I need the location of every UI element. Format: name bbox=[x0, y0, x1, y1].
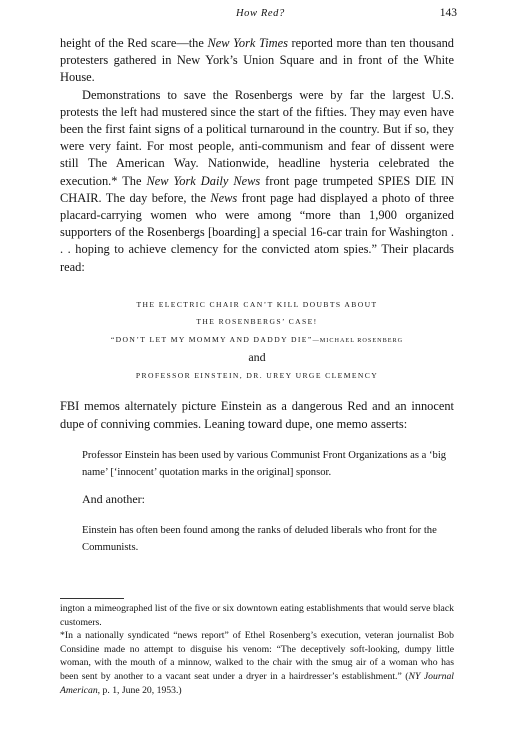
block-quote-2: Einstein has often been found among the ranks of deluded liberals who front for the Communists. bbox=[82, 524, 437, 553]
running-head: How Red? bbox=[236, 8, 285, 19]
footnotes bbox=[60, 602, 454, 697]
placard-line-2: THE ROSENBERGS’ CASE! bbox=[196, 317, 318, 327]
placard-and: and bbox=[248, 350, 266, 365]
paragraph-2: Demonstrations to save the Rosenbergs were by far the largest U.S. protests the left had mustered since the start of the fifties. They may even have been the first faint signs of a political turnaround in the country. But if so, they were very faint. For most people, anti-communism and fear of dissent were still The American Way. Nationwide, headline hysteria celebrated the execution.* The New York Daily News front page trumpeted SPIES DIE IN CHAIR. The day before, the News front page had displayed a photo of three placard-carrying women who were among “more than 1,900 organized supporters of the Rosenbergs [boarding] a special 16-car train for Washington . . . hoping to achieve clemency for the convicted atom spies.” Their placards read: bbox=[60, 87, 454, 274]
placard-slogans bbox=[60, 296, 454, 385]
block-quote-1: Professor Einstein has been used by various Communist Front Organizations as a ‘big name’ [‘innocent’ quotation marks in the original] sponsor. bbox=[82, 449, 447, 478]
placard-attribution: —MICHAEL ROSENBERG bbox=[312, 336, 404, 344]
paragraph-3: FBI memos alternately picture Einstein as a dangerous Red and an innocent dupe of conniving commies. Leaning toward dupe, one memo asserts: bbox=[60, 399, 454, 431]
and-another-text: And another: bbox=[82, 491, 145, 506]
placard-line-4: PROFESSOR EINSTEIN, DR. UREY URGE CLEMENCY bbox=[135, 370, 379, 380]
footnote-continued: ington a mimeographed list of the five or six downtown eating establishments that would serve black customers. bbox=[60, 603, 454, 628]
paragraph-1: height of the Red scare—the New York Times reported more than ten thousand protesters gathered in New York’s Union Square and in front of the White House. bbox=[60, 36, 454, 85]
footnote-star: *In a nationally syndicated “news report” of Ethel Rosenberg’s execution, veteran journalist Bob Considine made no attempt to disguise his venom: “The deceptively soft-looking, dumpy little woman, with the mouth of a minnow, walked to the chair with the smug air of a woman who has been sent by another to a vacant seat under a dryer in a hairdresser’s establishment.” (NY Journal American, p. 1, June 20, 1953.) bbox=[60, 630, 454, 696]
placard-line-3: “DON’T LET MY MOMMY AND DADDY DIE”—MICHAEL ROSENBERG bbox=[110, 334, 404, 344]
placard-line-1: THE ELECTRIC CHAIR CAN’T KILL DOUBTS ABOUT bbox=[136, 299, 378, 309]
page-number: 143 bbox=[439, 7, 457, 19]
footnote-divider bbox=[60, 598, 124, 599]
main-text bbox=[60, 35, 454, 556]
